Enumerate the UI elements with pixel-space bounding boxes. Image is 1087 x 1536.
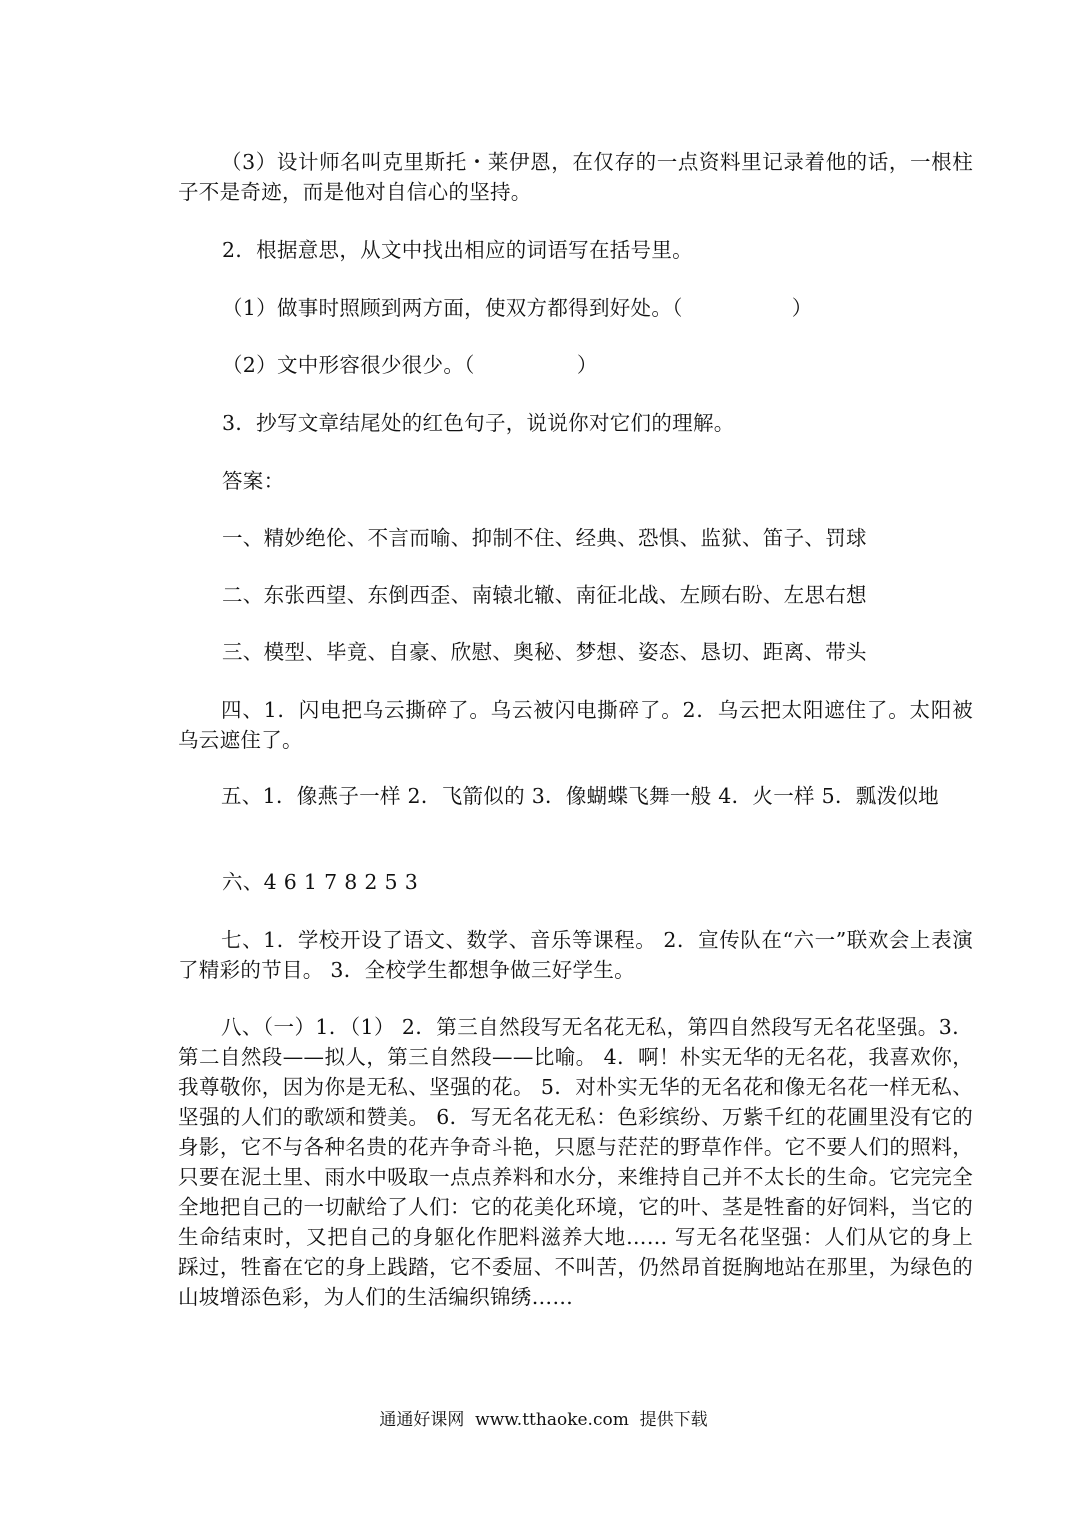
answer-2: 二、东张西望、东倒西歪、南辕北辙、南征北战、左顾右盼、左思右想 [222, 583, 867, 607]
question-2-item-2: （2）文中形容很少很少。（ ） [222, 353, 598, 377]
answer-3: 三、模型、毕竟、自豪、欣慰、奥秘、梦想、姿态、恳切、距离、带头 [222, 640, 867, 664]
footer-credit: 通通好课网 www.tthaoke.com 提供下载 [379, 1410, 708, 1430]
answer-5: 五、1．像燕子一样 2．飞箭似的 3．像蝴蝶飞舞一般 4．火一样 5．瓢泼似地 [221, 784, 939, 808]
answer-4: 四、1．闪电把乌云撕碎了。乌云被闪电撕碎了。2．乌云把太阳遮住了。太阳被乌云遮住了。 [178, 698, 973, 752]
answer-label: 答案： [222, 469, 285, 493]
question-2-item-1: （1）做事时照顾到两方面，使双方都得到好处。（ ） [222, 296, 813, 320]
answer-1: 一、精妙绝伦、不言而喻、抑制不住、经典、恐惧、监狱、笛子、罚球 [222, 526, 867, 550]
question-2-title: 2．根据意思，从文中找出相应的词语写在括号里。 [222, 238, 693, 262]
question-3-title: 3．抄写文章结尾处的红色句子，说说你对它们的理解。 [222, 411, 735, 435]
answer-6: 六、4 6 1 7 8 2 5 3 [222, 870, 419, 894]
answer-7: 七、1．学校开设了语文、数学、音乐等课程。 2．宣传队在“六一”联欢会上表演了精彩的节目。 3．全校学生都想争做三好学生。 [178, 928, 973, 982]
answer-8: 八、（一）1．（1） 2．第三自然段写无名花无私，第四自然段写无名花坚强。3．第二自然段——拟人，第三自然段——比喻。 4．啊！朴实无华的无名花，我喜欢你，我尊敬你，因为你是无私、坚强的花。 5．对朴实无华的无名花和像无名花一样无私、坚强的人们的歌颂和赞美。 6．写无名花无私：色彩缤纷、万紫千红的花圃里没有它的身影，它不与各种名贵的花卉争奇斗艳，只愿与茫茫的野草作伴。它不要人们的照料，只要在泥土里、雨水中吸取一点点养料和水分，来维持自己并不太长的生命。它完完全全地把自己的一切献给了人们：它的花美化环境，它的叶、茎是牲畜的好饲料，当它的生命结束时，又把自己的身躯化作肥料滋养大地…… 写无名花坚强：人们从它的身上踩过，牲畜在它的身上践踏，它不委屈、不叫苦，仍然昂首挺胸地站在那里，为绿色的山坡增添色彩，为人们的生活编织锦绣…… [178, 1015, 973, 1309]
question-3-sentence: （3）设计师名叫克里斯托・莱伊恩，在仅存的一点资料里记录着他的话，一根柱子不是奇迹，而是他对自信心的坚持。 [178, 150, 973, 204]
